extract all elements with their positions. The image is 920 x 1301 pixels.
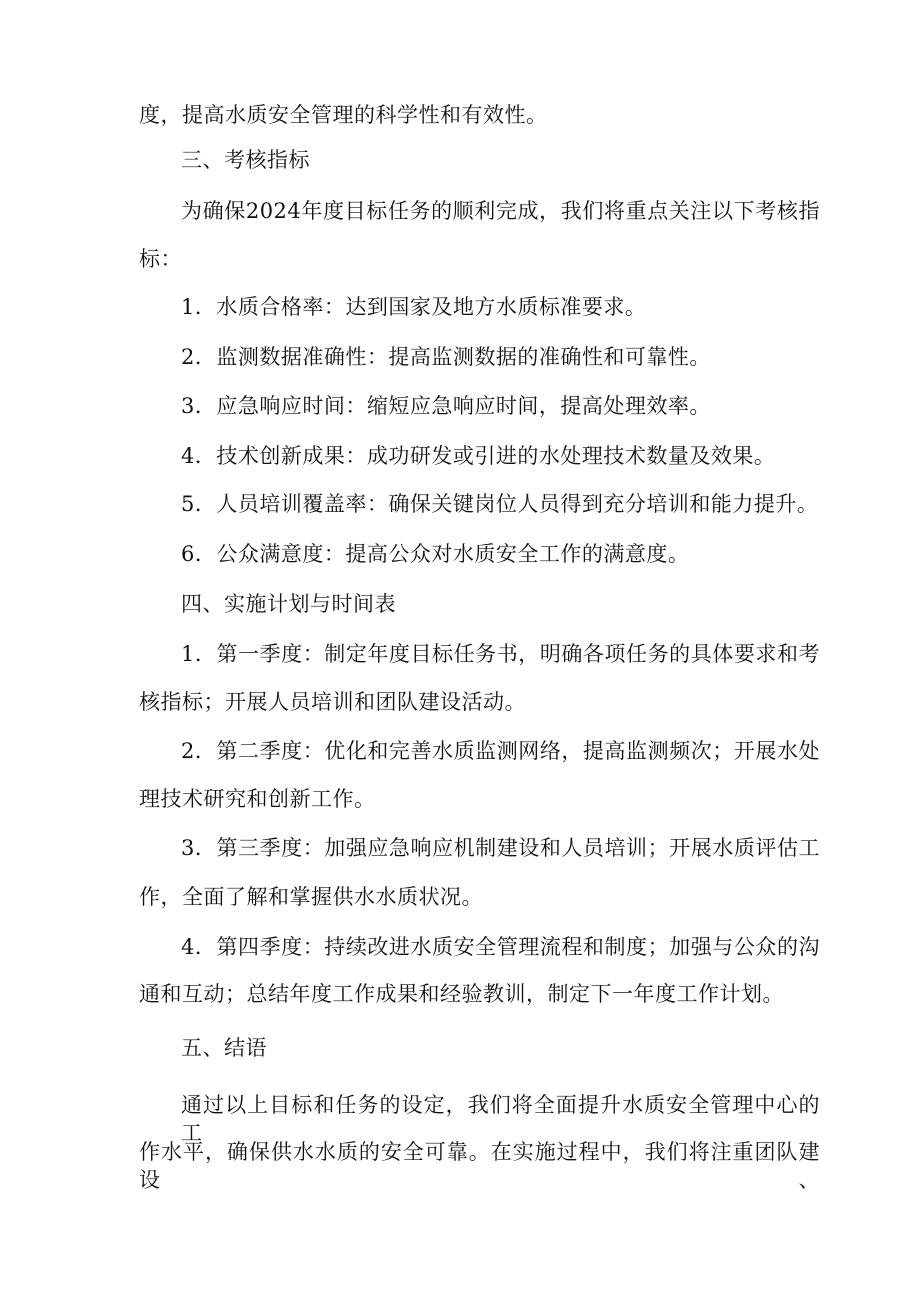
list-item: 5．人员培训覆盖率：确保关键岗位人员得到充分培训和能力提升。 [181,492,819,516]
list-item-continuation: 核指标；开展人员培训和团队建设活动。 [139,690,526,714]
list-item: 1．水质合格率：达到国家及地方水质标准要求。 [181,295,647,319]
paragraph-line: 为确保2024年度目标任务的顺利完成，我们将重点关注以下考核指 [181,199,820,223]
list-item: 4．技术创新成果：成功研发或引进的水处理技术数量及效果。 [181,444,776,468]
list-item-continuation: 作，全面了解和掌握供水水质状况。 [139,885,483,909]
section-heading: 四、实施计划与时间表 [181,592,396,616]
section-heading: 五、结语 [181,1036,267,1060]
list-item: 4．第四季度：持续改进水质安全管理流程和制度；加强与公众的沟 [181,935,820,959]
paragraph-line: 通过以上目标和任务的设定，我们将全面提升水质安全管理中心的工 [181,1093,820,1145]
list-item: 6．公众满意度：提高公众对水质安全工作的满意度。 [181,542,690,566]
paragraph-line: 作水平，确保供水水质的安全可靠。在实施过程中，我们将注重团队建设、 [139,1140,820,1192]
list-item: 1．第一季度：制定年度目标任务书，明确各项任务的具体要求和考 [181,642,820,666]
list-item: 3．第三季度：加强应急响应机制建设和人员培训；开展水质评估工 [181,836,820,860]
paragraph-line: 标： [139,247,182,271]
paragraph-line: 度，提高水质安全管理的科学性和有效性。 [139,103,548,127]
list-item: 3．应急响应时间：缩短应急响应时间，提高处理效率。 [181,394,711,418]
list-item-continuation: 理技术研究和创新工作。 [139,787,376,811]
list-item-continuation: 通和互动；总结年度工作成果和经验教训，制定下一年度工作计划。 [139,982,784,1006]
list-item: 2．第二季度：优化和完善水质监测网络，提高监测频次；开展水处 [181,739,820,763]
list-item: 2．监测数据准确性：提高监测数据的准确性和可靠性。 [181,345,711,369]
section-heading: 三、考核指标 [181,148,310,172]
